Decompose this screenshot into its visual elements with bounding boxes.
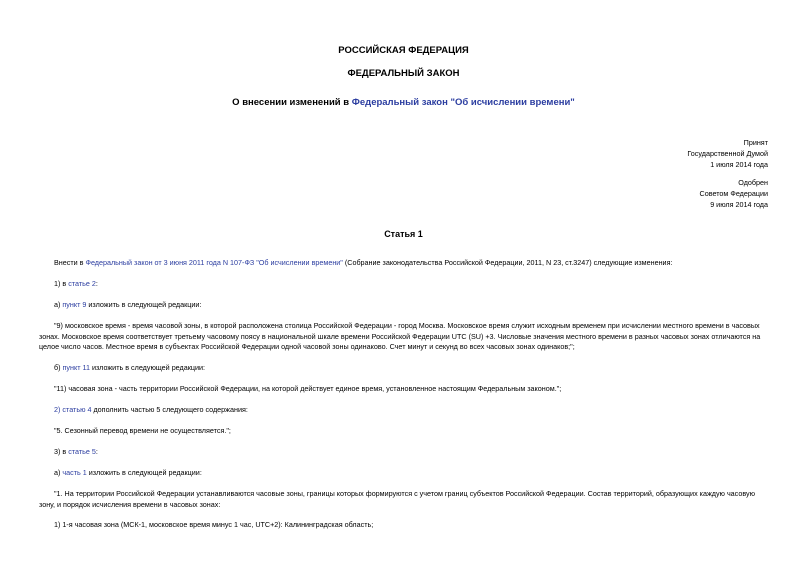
part-1-link[interactable]: часть 1 — [62, 468, 87, 477]
adoption-line-3: 1 июля 2014 года — [710, 160, 768, 169]
approval-line-1: Одобрен — [738, 178, 768, 187]
law-type-heading: ФЕДЕРАЛЬНЫЙ ЗАКОН — [347, 68, 460, 79]
law-reference-link[interactable]: Федеральный закон от 3 июня 2011 года N 107-ФЗ "Об исчислении времени" — [85, 258, 343, 267]
paragraph-text: б) — [54, 363, 63, 372]
adoption-block — [687, 137, 768, 170]
paragraph-clause-11-text — [39, 384, 770, 395]
paragraph-text: 1) 1-я часовая зона (МСК-1, московское время минус 1 час, UTC+2): Калининградская область; — [54, 520, 374, 529]
paragraph-intro — [39, 258, 770, 269]
paragraph-item-b — [39, 363, 770, 374]
paragraph-text: изложить в следующей редакции: — [86, 300, 202, 309]
paragraph-text: (Собрание законодательства Российской Федерации, 2011, N 23, ст.3247) следующие изменения: — [342, 258, 673, 267]
item-2-link[interactable]: 2) — [54, 405, 61, 414]
approval-block — [700, 177, 768, 210]
law-title — [0, 97, 807, 108]
clause-9-link[interactable]: пункт 9 — [62, 300, 87, 309]
paragraph-text: 1) в — [54, 279, 69, 288]
adoption-line-1: Принят — [743, 138, 768, 147]
paragraph-clause-9-text — [39, 321, 770, 353]
paragraph-item-1 — [39, 279, 770, 290]
country-heading: РОССИЙСКАЯ ФЕДЕРАЦИЯ — [338, 45, 469, 56]
paragraph-text: Внести в — [54, 258, 86, 267]
paragraph-text: изложить в следующей редакции: — [86, 468, 202, 477]
clause-11-link[interactable]: пункт 11 — [62, 363, 90, 372]
law-title-link[interactable]: Федеральный закон "Об исчислении времени" — [351, 97, 575, 108]
paragraph-text: изложить в следующей редакции: — [89, 363, 206, 372]
paragraph-item-a — [39, 300, 770, 311]
paragraph-text: : — [95, 447, 98, 456]
paragraph-text: а) — [54, 300, 63, 309]
paragraph-text: : — [95, 279, 98, 288]
article-title: Статья 1 — [384, 229, 423, 239]
paragraph-text: 3) в — [54, 447, 69, 456]
article-4-link[interactable]: статью 4 — [62, 405, 92, 414]
paragraph-text: а) — [54, 468, 63, 477]
article-2-link[interactable]: статье 2 — [68, 279, 96, 288]
paragraph-part-1-text — [39, 489, 770, 510]
paragraph-zone-1-text — [39, 520, 770, 531]
approval-line-2: Советом Федерации — [699, 189, 768, 198]
paragraph-part-5-text — [39, 426, 770, 437]
paragraph-item-a-2 — [39, 468, 770, 479]
paragraph-text: "11) часовая зона - часть территории Российской Федерации, на которой действует единое время, установленное настоящим Федеральным законом."; — [54, 384, 562, 393]
article-5-link[interactable]: статье 5 — [68, 447, 96, 456]
paragraph-item-3 — [39, 447, 770, 458]
paragraph-item-2 — [39, 405, 770, 416]
law-title-prefix: О внесении изменений в — [232, 97, 352, 108]
adoption-line-2: Государственной Думой — [687, 149, 768, 158]
paragraph-text: "5. Сезонный перевод времени не осуществляется."; — [54, 426, 231, 435]
approval-line-3: 9 июля 2014 года — [710, 200, 768, 209]
paragraph-text: "1. На территории Российской Федерации устанавливаются часовые зоны, границы которых формируются с учетом границ субъектов Российской Федерации. Состав территорий, образующих каждую часовую зону, и порядок исчисления времени в часовых зонах: — [39, 489, 756, 509]
paragraph-text: "9) московское время - время часовой зоны, в которой расположена столица Российской Федерации - город Москва. Московское время служит исходным временем при исчислении местного времени в часовых зонах. Московское время соответствует третьему часовому поясу в национальной шкале времени Российской Федерации UTC (SU) +3. Числовые значения местного времени в разных часовых зонах отличаются на целое число часов. Местное время в субъектах Российской Федерации одной часовой зоны одинаково. Счет минут и секунд во всех часовых зонах одинаков;"; — [39, 321, 761, 351]
paragraph-text: дополнить частью 5 следующего содержания: — [91, 405, 248, 414]
